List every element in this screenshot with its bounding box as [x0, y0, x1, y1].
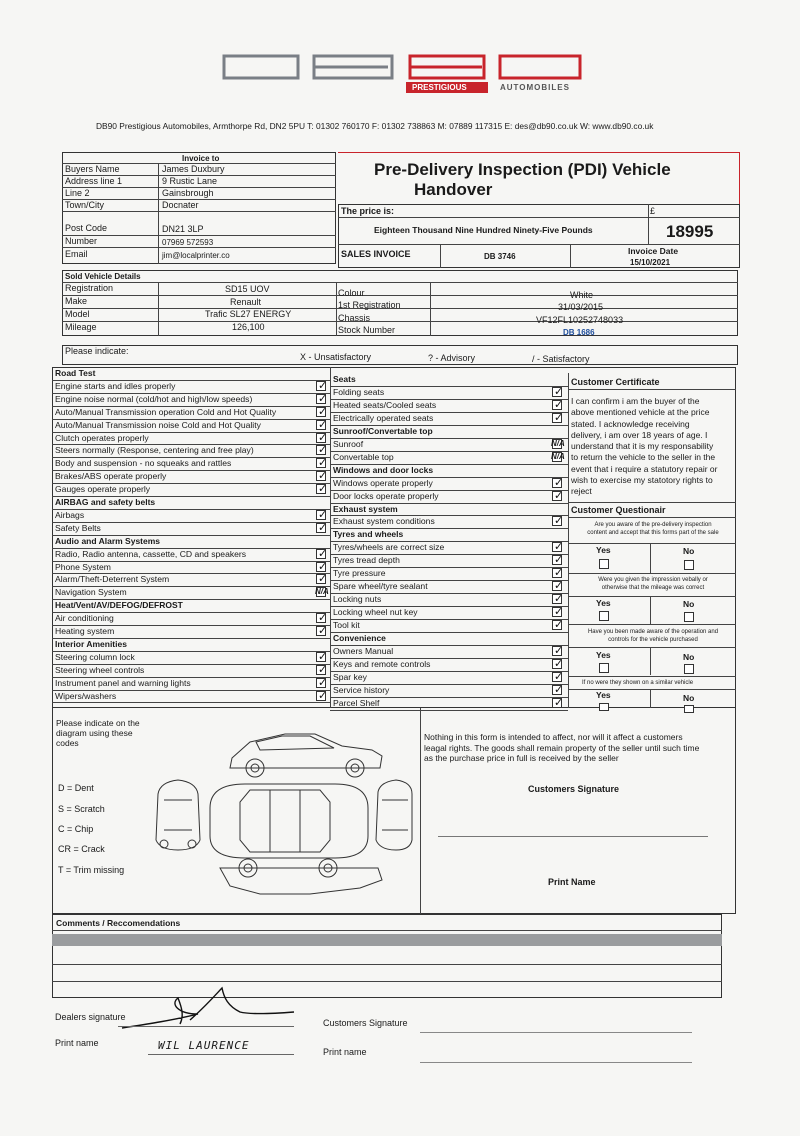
footer-customers-signature-label: Customers Signature [323, 1018, 408, 1028]
checklist-item-label: Brakes/ABS operate properly [55, 471, 167, 482]
checklist-checkbox[interactable] [316, 549, 326, 559]
checklist-checkbox[interactable] [316, 691, 326, 701]
logo-tag-automobiles: AUTOMOBILES [500, 83, 570, 92]
checklist-checkbox[interactable] [316, 678, 326, 688]
checklist-checkbox[interactable] [316, 420, 326, 430]
stock-number-value: DB 1686 [563, 328, 595, 337]
checklist-item-label: Engine noise normal (cold/hot and high/low speeds) [55, 393, 253, 404]
checklist-checkbox[interactable] [552, 620, 562, 630]
stock-number-label: Stock Number [338, 325, 396, 335]
certificate-line: event that i require a statutory repair or [571, 463, 718, 474]
certificate-line: reject [571, 486, 592, 497]
checklist-item-label: Body and suspension - no squeaks and rattles [55, 458, 232, 469]
comments-header: Comments / Reccomendations [56, 918, 181, 928]
certificate-line: understand that it is my responsability [571, 441, 714, 452]
checklist-checkbox[interactable] [552, 672, 562, 682]
section-header: Interior Amenities [55, 638, 127, 649]
print-name-label: Print Name [548, 877, 596, 887]
section-header: Exhaust system [333, 503, 398, 514]
section-header: Tyres and wheels [333, 529, 404, 540]
vehicle-damage-diagram[interactable] [150, 728, 415, 898]
checklist-item-label: Tool kit [333, 620, 360, 631]
model-value: Trafic SL27 ENERGY [205, 309, 292, 319]
checklist-checkbox[interactable] [316, 381, 326, 391]
checklist-item-label: Wipers/washers [55, 690, 117, 701]
chassis-label: Chassis [338, 313, 371, 323]
checklist-item-label: Locking nuts [333, 594, 382, 605]
buyers-name-label: Buyers Name [65, 164, 120, 174]
code-dent: D = Dent [58, 783, 94, 793]
checklist-checkbox[interactable] [316, 484, 326, 494]
address1-label: Address line 1 [65, 176, 123, 186]
first-registration-label: 1st Registration [338, 300, 401, 310]
price-amount: 18995 [666, 222, 714, 241]
address1-value: 9 Rustic Lane [162, 176, 218, 186]
checklist-item-label: Steering column lock [55, 651, 135, 662]
address2-label: Line 2 [65, 188, 90, 198]
checklist-item-label: Service history [333, 684, 390, 695]
q2-yes-label: Yes [596, 598, 611, 608]
make-value: Renault [230, 297, 262, 307]
row-divider [330, 438, 568, 439]
q1-yes-checkbox[interactable] [599, 559, 609, 569]
postcode-value: DN21 3LP [162, 224, 204, 234]
certificate-header: Customer Certificate [571, 377, 660, 387]
sales-invoice-label: SALES INVOICE [341, 249, 411, 259]
checklist-checkbox[interactable] [552, 400, 562, 410]
checklist-checkbox[interactable] [316, 510, 326, 520]
town-value: Docnater [162, 200, 199, 210]
q2-yes-checkbox[interactable] [599, 611, 609, 621]
checklist-item-label: Safety Belts [55, 522, 101, 533]
colour-value: White [570, 290, 594, 300]
section-header: Seats [333, 374, 356, 384]
make-label: Make [65, 296, 88, 306]
section-header: Road Test [55, 368, 96, 378]
question-4: If no were they shown on a similar vehicle [582, 680, 694, 686]
certificate-line: wish to exercise my statotory rights to [571, 475, 713, 486]
checklist-checkbox[interactable] [552, 542, 562, 552]
row-divider [330, 619, 568, 620]
checklist-checkbox[interactable] [316, 394, 326, 404]
row-divider [52, 509, 330, 510]
checklist-checkbox[interactable] [316, 613, 326, 623]
checklist-item-label: Navigation System [55, 587, 127, 598]
checklist-item-label: Auto/Manual Transmission operation Cold and Hot Quality [55, 406, 277, 417]
legend-label: Please indicate: [65, 346, 129, 356]
mileage-value: 126,100 [232, 322, 265, 332]
checklist-checkbox[interactable] [552, 387, 562, 397]
registration-value: SD15 UOV [225, 284, 270, 294]
checklist-item-label: Steers normally (Response, centering and free play) [55, 445, 254, 456]
checklist-item-label: Heated seats/Cooled seats [333, 399, 437, 410]
q3-yes-label: Yes [596, 650, 611, 660]
checklist-checkbox[interactable] [551, 451, 565, 462]
registration-label: Registration [65, 283, 114, 293]
q3-no-label: No [683, 652, 695, 662]
checklist-checkbox[interactable] [316, 458, 326, 468]
customers-signature-line[interactable] [438, 836, 708, 837]
checklist-checkbox[interactable] [552, 698, 562, 708]
checklist-checkbox[interactable] [316, 562, 326, 572]
checklist-checkbox[interactable] [552, 478, 562, 488]
checklist-item-label: Alarm/Theft-Deterrent System [55, 574, 170, 585]
chassis-value: VF12FL10252748033 [536, 315, 624, 325]
checklist-item-label: Spare wheel/tyre sealant [333, 581, 428, 592]
footer-print-name-line[interactable] [420, 1062, 692, 1063]
price-label: The price is: [341, 206, 395, 216]
section-header: Heat/Vent/AV/DEFOG/DEFROST [55, 600, 183, 611]
question-1: Are you aware of the pre-delivery inspection content and accept that this forms part of the sale [587, 522, 719, 536]
checklist-checkbox[interactable] [316, 407, 326, 417]
checklist-item-label: Phone System [55, 561, 111, 572]
checklist-checkbox[interactable] [552, 516, 562, 526]
legend-box [62, 345, 738, 365]
certificate-line: delivery, i am over 18 years of age. I [571, 429, 708, 440]
code-crack: CR = Crack [58, 844, 105, 854]
q3-yes-checkbox[interactable] [599, 663, 609, 673]
checklist-checkbox[interactable] [552, 594, 562, 604]
checklist-item-label: Heating system [55, 626, 115, 636]
dealer-print-name-handwritten: WIL LAURENCE [158, 1039, 250, 1052]
checklist-checkbox[interactable] [552, 685, 562, 695]
q1-yes-label: Yes [596, 545, 611, 555]
checklist-checkbox[interactable] [316, 523, 326, 533]
checklist-checkbox[interactable] [552, 555, 562, 565]
q4-no-label: No [683, 693, 695, 703]
q4-yes-label: Yes [596, 690, 611, 700]
checklist-item-label: Tyres tread depth [333, 555, 400, 566]
checklist-item-label: Steering wheel controls [55, 664, 145, 675]
question-3: Have you been made aware of the operation and controls for the vehicle purchased [587, 629, 719, 643]
colour-label: Colour [338, 288, 365, 298]
checklist-item-label: Parcel Shelf [333, 697, 380, 708]
customers-signature-label: Customers Signature [528, 784, 620, 794]
legal-notice: Nothing in this form is intended to affect, nor will it affect a customers leagal rights. The goods shall remain property of the seller until such time as the purchase price in full is received by the seller [424, 732, 700, 763]
checklist-item-label: Electrically operated seats [333, 412, 434, 423]
email-label: Email [65, 249, 88, 259]
checklist-item-label: Air conditioning [55, 613, 114, 624]
checklist-checkbox[interactable] [316, 433, 326, 443]
certificate-line: stated. I acknowledge receiving [571, 418, 690, 429]
checklist-checkbox[interactable] [551, 438, 565, 449]
address2-value: Gainsbrough [162, 188, 214, 198]
footer-customer-signature-line[interactable] [420, 1032, 692, 1033]
code-trim-missing: T = Trim missing [58, 865, 125, 875]
invoice-to-header: Invoice to [182, 154, 220, 163]
checklist-item-label: Airbags [55, 509, 85, 520]
checklist-item-label: Door locks operate properly [333, 490, 439, 501]
checklist-item-label: Exhaust system conditions [333, 516, 435, 527]
checklist-item-label: Owners Manual [333, 645, 394, 656]
checklist-checkbox[interactable] [316, 652, 326, 662]
checklist-checkbox[interactable] [552, 581, 562, 591]
first-registration-value: 31/03/2015 [558, 302, 604, 312]
code-scratch: S = Scratch [58, 804, 105, 814]
not-applicable-mark: N/A [551, 438, 565, 448]
checklist-checkbox[interactable] [552, 607, 562, 617]
q2-no-label: No [683, 599, 695, 609]
q1-no-checkbox[interactable] [684, 560, 694, 570]
section-header: Sunroof/Convertable top [333, 425, 433, 436]
diagram-intro: Please indicate on the diagram using these codes [56, 718, 140, 748]
checklist-item-label: Radio, Radio antenna, cassette, CD and speakers [55, 548, 247, 559]
checklist-item-label: Keys and remote controls [333, 658, 431, 669]
print-name-right-label: Print name [323, 1047, 367, 1057]
certificate-line: I can confirm i am the buyer of the [571, 396, 700, 406]
dealer-address-line: DB90 Prestigious Automobiles, Armthorpe Rd, DN2 5PU T: 01302 760170 F: 01302 738863 M: 07889 117315 E: des@db90.co.uk W: www.db90.co.uk [96, 121, 654, 131]
form-title-line1: Pre-Delivery Inspection (PDI) Vehicle [374, 160, 671, 179]
row-divider [52, 702, 330, 703]
number-label: Number [65, 236, 98, 246]
price-currency: £ [650, 206, 656, 216]
not-applicable-mark: N/A [315, 587, 329, 597]
sales-invoice-number: DB 3746 [484, 252, 516, 261]
checklist-checkbox[interactable] [552, 568, 562, 578]
legend-unsatisfactory: X - Unsatisfactory [300, 352, 372, 362]
db90-logo [220, 52, 590, 98]
comments-line-shaded [52, 934, 722, 946]
checklist-item-label: Windows operate properly [333, 477, 433, 488]
checklist-item-label: Tyres/wheels are correct size [333, 542, 445, 553]
mileage-label: Mileage [65, 322, 97, 332]
checklist-item-label: Gauges operate properly [55, 484, 151, 495]
buyers-name-value: James Duxbury [162, 164, 225, 174]
checklist-item-label: Clutch operates properly [55, 432, 149, 443]
checklist-checkbox[interactable] [316, 471, 326, 481]
dealers-signature-label: Dealers signature [55, 1012, 126, 1022]
checklist-checkbox[interactable] [316, 445, 326, 455]
certificate-text [571, 396, 717, 498]
q2-no-checkbox[interactable] [684, 612, 694, 622]
email-value: jim@localprinter.co [162, 251, 230, 260]
form-title-line2: Handover [414, 180, 493, 199]
postcode-label: Post Code [65, 223, 108, 233]
not-applicable-mark: N/A [551, 451, 565, 461]
number-value: 07969 572593 [162, 238, 214, 247]
model-label: Model [65, 309, 90, 319]
q1-no-label: No [683, 546, 695, 556]
invoice-date-label: Invoice Date [628, 246, 679, 256]
checklist-checkbox[interactable] [552, 659, 562, 669]
section-header: Windows and door locks [333, 464, 434, 475]
vehicle-details-header: Sold Vehicle Details [65, 272, 141, 281]
town-label: Town/City [65, 200, 105, 210]
checklist-checkbox[interactable] [552, 413, 562, 423]
checklist-checkbox[interactable] [315, 587, 329, 597]
price-in-words: Eighteen Thousand Nine Hundred Ninety-Five Pounds [374, 225, 593, 235]
questionnaire-header: Customer Questionair [571, 505, 666, 515]
legend-advisory: ? - Advisory [428, 353, 476, 363]
certificate-line: to return the vehicle to the seller in the [571, 452, 716, 463]
legend-satisfactory: / - Satisfactory [532, 354, 590, 364]
checklist-item-label: Convertable top [333, 451, 394, 462]
checklist-checkbox[interactable] [316, 665, 326, 675]
section-header: AIRBAG and safety belts [55, 497, 156, 507]
checklist-item-label: Spar key [333, 671, 367, 682]
checklist-item-label: Folding seats [333, 386, 385, 397]
checklist-item-label: Auto/Manual Transmission noise Cold and Hot Quality [55, 419, 261, 430]
checklist-item-label: Engine starts and idles properly [55, 380, 176, 391]
checklist-item-label: Tyre pressure [333, 568, 386, 579]
print-name-left-label: Print name [55, 1038, 99, 1048]
q3-no-checkbox[interactable] [684, 664, 694, 674]
checklist-checkbox[interactable] [316, 626, 326, 636]
logo-tag-prestigious: PRESTIGIOUS [412, 83, 467, 92]
checklist-checkbox[interactable] [552, 491, 562, 501]
section-header: Convenience [333, 633, 386, 643]
checklist-checkbox[interactable] [552, 646, 562, 656]
checklist-item-label: Instrument panel and warning lights [55, 677, 191, 688]
checklist-item-label: Sunroof [333, 438, 364, 449]
section-header: Audio and Alarm Systems [55, 535, 161, 546]
checklist-checkbox[interactable] [316, 574, 326, 584]
checklist-item-label: Locking wheel nut key [333, 607, 418, 618]
code-chip: C = Chip [58, 824, 94, 834]
question-2: Were you given the impression vebally or otherwise that the mileage was correct [598, 577, 708, 591]
certificate-line: above mentioned vehicle at the price [571, 407, 710, 418]
invoice-date-value: 15/10/2021 [630, 258, 671, 267]
